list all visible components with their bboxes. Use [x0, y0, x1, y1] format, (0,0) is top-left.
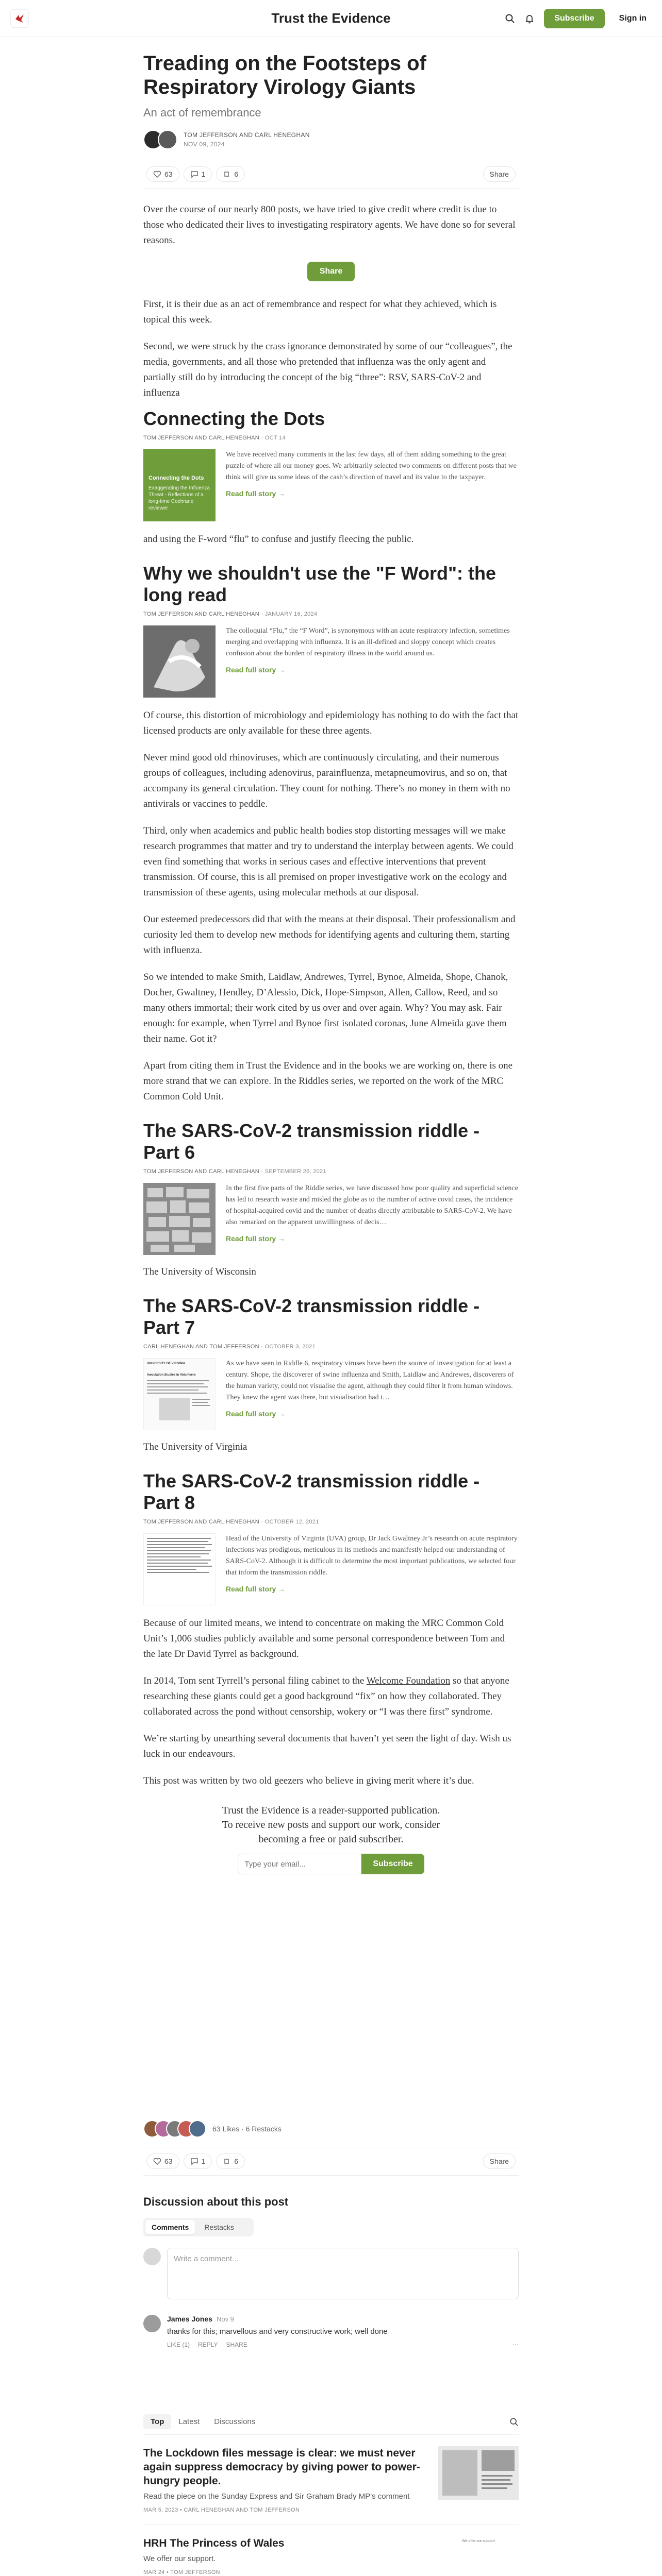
embed-date: OCTOBER 3, 2021 [264, 1344, 316, 1350]
tab-comments[interactable]: Comments [145, 2220, 195, 2234]
top-bar [0, 0, 662, 37]
embedded-post[interactable] [143, 625, 519, 698]
embed-thumbnail [143, 1533, 216, 1605]
archive-item-meta: MAR 24 • TOM JEFFERSON [143, 2569, 220, 2575]
likes-row[interactable]: 63 Likes · 6 Restacks [143, 2120, 519, 2138]
thumb-doc-heading: Inoculation Studies in Volunteers [147, 1374, 196, 1377]
site-logo[interactable] [10, 9, 29, 28]
post-footer [143, 2120, 519, 2348]
archive-item-thumbnail [438, 2446, 519, 2500]
paragraph: The University of Wisconsin [143, 1266, 256, 1277]
archive-item-subtitle: Read the piece on the Sunday Express and Sir Graham Brady MP's comment [143, 2492, 410, 2501]
restack-count: 6 [234, 2157, 239, 2165]
paragraph: So we intended to make Smith, Laidlaw, Andrewes, Tyrrel, Bynoe, Almeida, Shope, Chanok, Docher, Gwaltney, Hendley, D’Alessio, Dick, Hope-Simpson, Allen, Callow, Reed, and so many others immortal; their work cited by us over and over again. Why? You may ask. Fair enough: for example, when Tyrrel and Bynoe first isolated coronas, June Almeida gave them their name. Got it? [143, 972, 508, 1044]
byline [143, 130, 519, 149]
embedded-post[interactable] [143, 449, 519, 521]
restack-icon [223, 170, 231, 178]
like-button[interactable] [146, 166, 179, 182]
email-input[interactable] [238, 1854, 361, 1874]
comment-count: 1 [201, 170, 206, 178]
comment-icon [190, 170, 198, 178]
comment-share-button[interactable]: SHARE [226, 2341, 247, 2348]
comment-button[interactable] [184, 2154, 212, 2169]
tab-top[interactable]: Top [143, 2414, 171, 2429]
post-actions-bottom [143, 2147, 519, 2176]
embed-authors: CARL HENEGHAN AND TOM JEFFERSON [143, 1344, 259, 1350]
embed-meta: TOM JEFFERSON AND CARL HENEGHAN · OCTOBER 12, 2021 [143, 1519, 319, 1525]
embed-excerpt: The colloquial “Flu,” the “F Word”, is synonymous with an acute respiratory infection, sometimes merging and overlapping with influenza. It is an ill-defined and sloppy concept which creates confusion about the burden of respiratory illness in the world around us. [226, 627, 510, 657]
paragraph: and using the F-word “flu” to confuse and justify fleecing the public. [143, 534, 414, 545]
like-count: 63 [164, 2157, 173, 2165]
share-button[interactable] [483, 2154, 516, 2169]
embedded-post[interactable] [143, 1183, 519, 1255]
archive-item-thumbnail [438, 2536, 519, 2576]
archive-item[interactable] [143, 2435, 519, 2525]
comment-icon [190, 2157, 198, 2165]
read-full-story-link[interactable]: Read full story → [226, 666, 286, 674]
embed-thumbnail [143, 1358, 216, 1430]
thumb-title: Connecting the Dots [148, 475, 204, 481]
comment-like-button[interactable]: LIKE (1) [167, 2341, 190, 2348]
embed-excerpt: As we have seen in Riddle 6, respiratory viruses have been the source of investigation for at least a century. Shope, the discoverer of swine influenza and Smith, Laidlaw and Andrewes, discoverers of the human variety, could not visualise the agent, although they could filter it from human windows. They knew the agent was there, but visualisation had t… [226, 1360, 514, 1401]
restack-icon [223, 2157, 231, 2165]
subscribe-submit-button[interactable]: Subscribe [361, 1854, 424, 1874]
paragraph: Third, only when academics and public health bodies stop distorting messages will we make research programmes that matter and try to understand the interplay between agents. We could even find something that works in serious cases and effective interventions that prevent transmission. Of course, this is all premised on proper investigative work on the ecology and transmission of these agents, using molecular methods at our disposal. [143, 825, 514, 898]
search-icon[interactable] [505, 13, 515, 24]
archive-item-subtitle: We offer our support. [143, 2554, 216, 2563]
paragraph: In 2014, Tom sent Tyrrell’s personal filing cabinet to the Welcome Foundation so that anyone researching these giants could get a good background “fix” on how they collaborated. They collaborated across the pond without censorship, wokery or “I was there first” syndrome. [143, 1675, 509, 1717]
paragraph: Because of our limited means, we intend to concentrate on making the MRC Common Cold Unit’s 1,006 studies publicly available and some personal correspondence between Tom and the late Dr David Tyrrel as background. [143, 1618, 505, 1659]
paragraph: This post was written by two old geezers who believe in giving merit where it’s due. [143, 1775, 474, 1786]
notification-bell-icon[interactable] [524, 13, 535, 24]
embed-authors: TOM JEFFERSON AND CARL HENEGHAN [143, 435, 260, 441]
tab-discussions[interactable]: Discussions [214, 2417, 256, 2426]
post [143, 52, 519, 1874]
embedded-post[interactable] [143, 1358, 519, 1430]
paragraph: Of course, this distortion of microbiology and epidemiology has nothing to do with the fact that licensed products are only available for these three agents. [143, 710, 519, 736]
share-label: Share [489, 2157, 509, 2165]
post-authors[interactable]: TOM JEFFERSON AND CARL HENEGHAN [184, 131, 310, 139]
author-avatar[interactable] [158, 130, 177, 149]
share-post-button[interactable]: Share [307, 262, 355, 281]
like-button[interactable] [146, 2154, 179, 2169]
like-count: 63 [164, 170, 173, 178]
welcome-foundation-link[interactable]: Welcome Foundation [366, 1675, 451, 1686]
embedded-post[interactable] [143, 1533, 519, 1605]
embed-meta: TOM JEFFERSON AND CARL HENEGHAN · OCT 14 [143, 435, 286, 441]
subscribe-box [143, 1803, 519, 1874]
embed-meta: CARL HENEGHAN AND TOM JEFFERSON · OCTOBER 3, 2021 [143, 1344, 316, 1350]
heart-icon [153, 170, 161, 178]
embed-meta: TOM JEFFERSON AND CARL HENEGHAN · SEPTEMBER 26, 2021 [143, 1168, 326, 1175]
embed-heading[interactable]: The SARS-CoV-2 transmission riddle - Part 6 [143, 1120, 480, 1163]
paragraph: Second, we were struck by the crass ignorance demonstrated by some of our “colleagues”, the media, governments, and all those who pretended that influenza was the only agent and partially still do by introducing the concept of the big “three”: RSV, SARS-CoV-2 and influenza [143, 341, 512, 398]
archive-item-title[interactable]: The Lockdown files message is clear: we must never again suppress democracy by giving power to power-hungry people. [143, 2447, 420, 2487]
archive-item-title[interactable]: HRH The Princess of Wales [143, 2537, 285, 2549]
embed-date: OCTOBER 12, 2021 [264, 1519, 319, 1525]
embed-thumbnail [143, 625, 216, 698]
paragraph: Our esteemed predecessors did that with the means at their disposal. Their professionalism and curiosity led them to develop new methods for identifying agents and culturing them, starting with influenza. [143, 914, 516, 956]
embed-heading[interactable]: The SARS-CoV-2 transmission riddle - Part 7 [143, 1295, 480, 1338]
comment-button[interactable] [184, 166, 212, 182]
archive-tabs [143, 2414, 519, 2435]
tab-restacks[interactable]: Restacks [204, 2223, 234, 2231]
restack-count: 6 [234, 170, 239, 178]
paragraph: First, it is their due as an act of remembrance and respect for what they achieved, which is topical this week. [143, 299, 497, 325]
comment-date[interactable]: Nov 9 [216, 2315, 234, 2323]
comment-composer [143, 2248, 519, 2299]
share-label: Share [489, 170, 509, 178]
subscribe-text: Trust the Evidence is a reader-supported publication. To receive new posts and support our work, consider becoming a free or paid subscriber. [222, 1805, 440, 1845]
search-icon[interactable] [509, 2417, 519, 2427]
archive [143, 2414, 519, 2576]
site-title[interactable]: Trust the Evidence [271, 10, 391, 26]
share-button[interactable] [483, 166, 516, 182]
user-avatar [143, 2248, 161, 2265]
embed-heading[interactable]: Why we shouldn't use the "F Word": the long read [143, 563, 496, 605]
embed-authors: TOM JEFFERSON AND CARL HENEGHAN [143, 1519, 260, 1525]
embed-thumbnail [143, 1183, 216, 1255]
comment-text: thanks for this; marvellous and very constructive work; well done [167, 2327, 388, 2336]
thumb-caption: We offer our support [462, 2539, 495, 2543]
embed-excerpt: We have received many comments in the last few days, all of them adding something to the great puzzle of where all our money goes. We arbitrarily selected two comments on different posts that we think will give us some ideas of the cash’s direction of travel and its value to the taxpayer. [226, 451, 517, 481]
post-actions [143, 160, 519, 189]
paragraph: The University of Virginia [143, 1442, 247, 1452]
embed-date: JANUARY 16, 2024 [264, 611, 318, 617]
tab-latest[interactable]: Latest [178, 2417, 200, 2426]
post-subtitle: An act of remembrance [143, 106, 261, 119]
embed-heading[interactable]: The SARS-CoV-2 transmission riddle - Part 8 [143, 1470, 480, 1513]
paragraph: Never mind good old rhinoviruses, which are continuously circulating, and their numerous groups of colleagues, including adenovirus, parainfluenza, metapneumovirus, and so on, that accompany its general circulation. They count for nothing. There’s no money in them with no antivirals or vaccines to peddle. [143, 752, 510, 809]
comment-count: 1 [201, 2157, 206, 2165]
embed-excerpt: In the first five parts of the Riddle series, we have discussed how poor quality and superficial science has led to research waste and misled the globe as to the number of active covid cases, the incidence of hospital-acquired covid and the number of deaths directly attributable to SARS-CoV-2. We have also remarked on the apparent unwillingness of decis… [226, 1184, 518, 1226]
embed-excerpt: Head of the University of Virginia (UVA) group, Dr Jack Gwaltney Jr’s research on acute respiratory infections was prodigious, meticulous in its methods and manifestly helped our understanding of SARS-CoV-2. Although it is difficult to determine the most important publications, we selected four that inform the transmission riddle. [226, 1535, 518, 1577]
discussion-tabs [143, 2218, 254, 2236]
likes-count-text[interactable]: 63 Likes [212, 2125, 240, 2133]
restacks-count-text[interactable]: 6 Restacks [245, 2125, 282, 2133]
embed-heading[interactable]: Connecting the Dots [143, 408, 325, 429]
signin-button[interactable]: Sign in [619, 13, 647, 23]
commenter-avatar[interactable] [143, 2315, 161, 2332]
embed-date: OCT 14 [264, 435, 286, 441]
more-options-icon[interactable]: ⋯ [512, 2341, 519, 2348]
comment-reply-button[interactable]: REPLY [198, 2341, 218, 2348]
post-title: Treading on the Footsteps of Respiratory Virology Giants [143, 52, 426, 98]
embed-authors: TOM JEFFERSON AND CARL HENEGHAN [143, 611, 260, 617]
paragraph: Apart from citing them in Trust the Evidence and in the books we are working on, there is one more strand that we can explore. In the Riddles series, we reported on the work of the MRC Common Cold Unit. [143, 1060, 513, 1102]
subscribe-button[interactable]: Subscribe [544, 9, 604, 28]
embed-authors: TOM JEFFERSON AND CARL HENEGHAN [143, 1168, 260, 1175]
paragraph: Over the course of our nearly 800 posts, we have tried to give credit where credit is due to those who dedicated their lives to investigating respiratory agents. We have done so for several reasons. [143, 204, 516, 246]
thumb-subtitle: Exaggerating the Influenza Threat - Reflections of a long-time Cochrane reviewer [148, 485, 210, 511]
archive-item-meta: MAR 5, 2023 • CARL HENEGHAN AND TOM JEFFERSON [143, 2507, 300, 2513]
paragraph: We’re starting by unearthing several documents that haven’t yet seen the light of day. Wish us luck in our endeavours. [143, 1733, 511, 1759]
read-full-story-link[interactable]: Read full story → [226, 1410, 286, 1418]
thumb-doc-title: UNIVERSITY OF VIRGINIA [147, 1362, 186, 1365]
comment [143, 2315, 519, 2348]
embed-date: SEPTEMBER 26, 2021 [264, 1168, 326, 1175]
embed-meta: TOM JEFFERSON AND CARL HENEGHAN · JANUARY 16, 2024 [143, 611, 318, 617]
read-full-story-link[interactable]: Read full story → [226, 489, 286, 498]
restack-button[interactable] [216, 166, 245, 182]
embed-thumbnail [143, 449, 216, 521]
post-date: NOV 09, 2024 [184, 141, 225, 148]
commenter-name[interactable]: James Jones [167, 2315, 212, 2323]
read-full-story-link[interactable]: Read full story → [226, 1234, 286, 1243]
read-full-story-link[interactable]: Read full story → [226, 1585, 286, 1593]
discussion-title: Discussion about this post [143, 2195, 289, 2208]
liker-avatar [189, 2120, 206, 2138]
restack-button[interactable] [216, 2154, 245, 2169]
archive-item[interactable] [143, 2525, 519, 2576]
heart-icon [153, 2157, 161, 2165]
comment-input[interactable]: Write a comment... [167, 2248, 519, 2299]
